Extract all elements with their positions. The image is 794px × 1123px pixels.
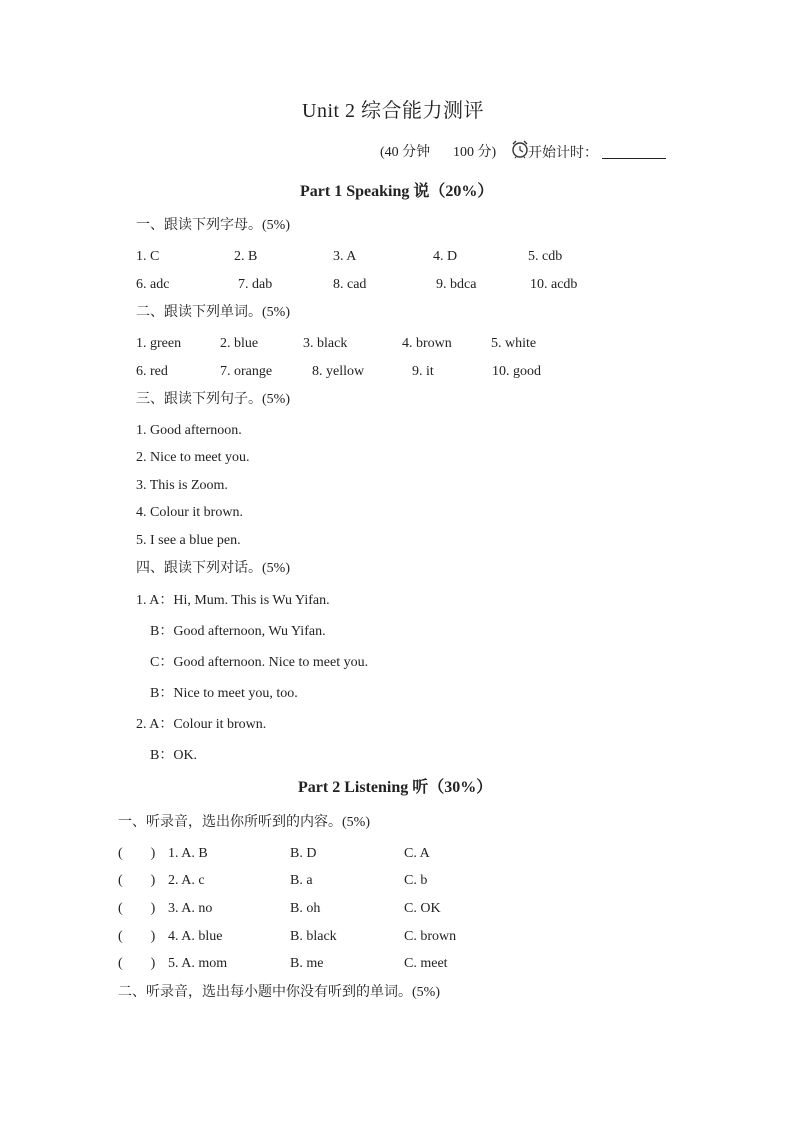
dialogue-line: B：Nice to meet you, too. — [150, 686, 298, 701]
time-limit: (40 分钟 — [380, 145, 431, 160]
part1-sec3-heading: 三、跟读下列句子。(5%) — [136, 392, 290, 407]
word-item: 5. white — [491, 336, 537, 351]
word-item: 9. it — [412, 364, 434, 379]
letter-item: 8. cad — [333, 277, 367, 292]
sentence-item: 2. Nice to meet you. — [136, 450, 250, 465]
option-c: C. meet — [404, 956, 448, 971]
part2-sec1-heading: 一、听录音，选出你所听到的内容。(5%) — [118, 815, 370, 830]
letter-item: 6. adc — [136, 277, 170, 292]
letter-item: 4. D — [433, 249, 458, 264]
answer-paren[interactable]: ( ) — [118, 956, 156, 971]
dialogue-line: 1. A：Hi, Mum. This is Wu Yifan. — [136, 593, 330, 608]
word-item: 7. orange — [220, 364, 273, 379]
letter-item: 5. cdb — [528, 249, 563, 264]
part1-sec4-heading: 四、跟读下列对话。(5%) — [136, 561, 290, 576]
option-b: B. oh — [290, 901, 321, 916]
letter-item: 10. acdb — [530, 277, 578, 292]
sentence-item: 1. Good afternoon. — [136, 423, 242, 438]
letter-item: 7. dab — [238, 277, 273, 292]
word-item: 1. green — [136, 336, 182, 351]
answer-paren[interactable]: ( ) — [118, 901, 156, 916]
word-item: 4. brown — [402, 336, 452, 351]
sentence-item: 5. I see a blue pen. — [136, 533, 241, 548]
option-a: 5. A. mom — [168, 956, 228, 971]
word-item: 6. red — [136, 364, 168, 379]
word-item: 3. black — [303, 336, 348, 351]
option-a: 2. A. c — [168, 873, 205, 888]
option-b: B. D — [290, 846, 317, 861]
letter-item: 2. B — [234, 249, 258, 264]
answer-paren[interactable]: ( ) — [118, 929, 156, 944]
answer-paren[interactable]: ( ) — [118, 846, 156, 861]
option-b: B. me — [290, 956, 324, 971]
word-item: 2. blue — [220, 336, 259, 351]
sentence-item: 3. This is Zoom. — [136, 478, 228, 493]
sentence-item: 4. Colour it brown. — [136, 505, 243, 520]
answer-paren[interactable]: ( ) — [118, 873, 156, 888]
part1-sec2-heading: 二、跟读下列单词。(5%) — [136, 305, 290, 320]
word-item: 10. good — [492, 364, 541, 379]
option-c: C. b — [404, 873, 428, 888]
part2-sec2-heading: 二、听录音，选出每小题中你没有听到的单词。(5%) — [118, 985, 440, 1000]
option-a: 1. A. B — [168, 846, 208, 861]
part1-sec1-heading: 一、跟读下列字母。(5%) — [136, 218, 290, 233]
option-c: C. A — [404, 846, 430, 861]
letter-item: 1. C — [136, 249, 160, 264]
timer-blank[interactable] — [602, 146, 666, 159]
dialogue-line: C：Good afternoon. Nice to meet you. — [150, 655, 369, 670]
alarm-clock-icon — [510, 139, 530, 159]
option-b: B. a — [290, 873, 313, 888]
option-a: 3. A. no — [168, 901, 213, 916]
word-item: 8. yellow — [312, 364, 365, 379]
timer-label: 开始计时： — [528, 146, 666, 161]
option-c: C. brown — [404, 929, 457, 944]
dialogue-line: B：OK. — [150, 748, 198, 763]
page-title: Unit 2 综合能力测评 — [302, 100, 485, 122]
dialogue-line: 2. A：Colour it brown. — [136, 717, 267, 732]
option-c: C. OK — [404, 901, 441, 916]
dialogue-line: B：Good afternoon, Wu Yifan. — [150, 624, 326, 639]
option-b: B. black — [290, 929, 337, 944]
option-a: 4. A. blue — [168, 929, 223, 944]
letter-item: 3. A — [333, 249, 357, 264]
part2-title: Part 2 Listening 听（30%） — [298, 779, 493, 796]
total-score: 100 分) — [453, 145, 497, 160]
letter-item: 9. bdca — [436, 277, 477, 292]
part1-title: Part 1 Speaking 说（20%） — [300, 183, 494, 200]
